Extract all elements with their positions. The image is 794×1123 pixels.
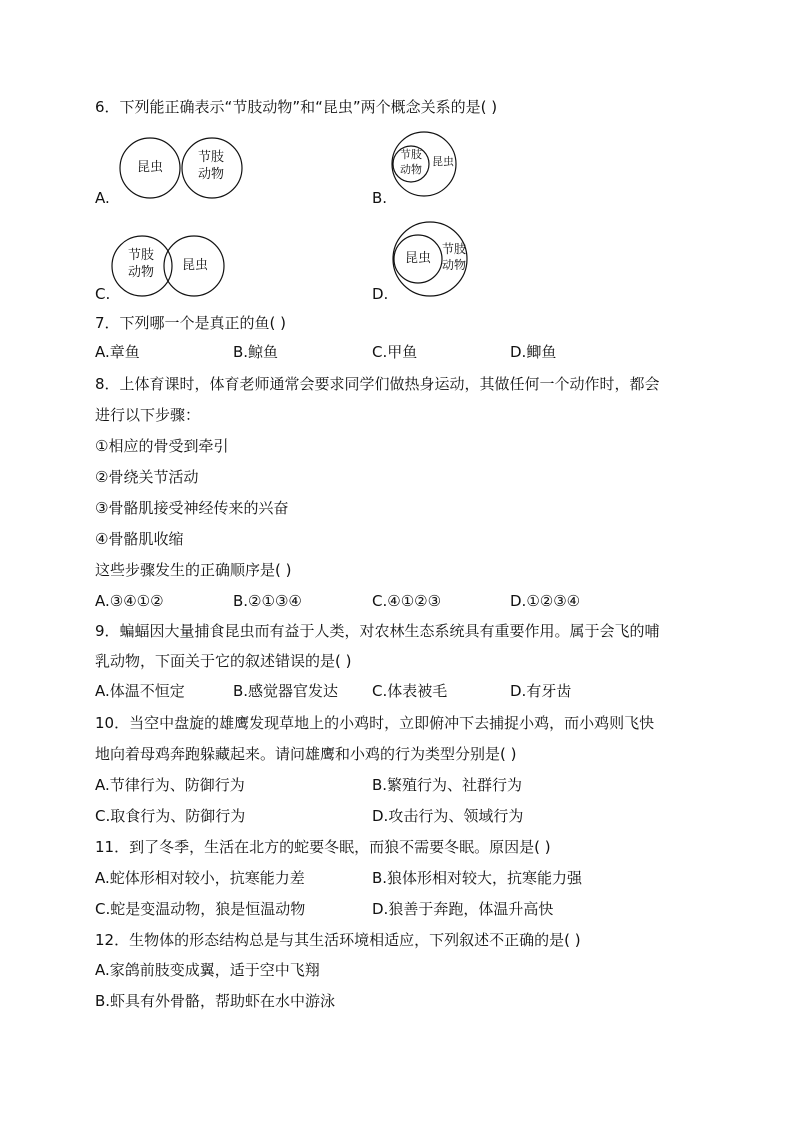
q9-option-c[interactable]: C.体表被毛 (372, 682, 448, 700)
q6c-arthropod-label2: 动物 (128, 265, 155, 280)
q6d-arthropod-label1: 节肢 (442, 242, 467, 256)
q11-option-a[interactable]: A.蛇体形相对较小，抗寒能力差 (95, 869, 305, 887)
q8-option-d[interactable]: D.①②③④ (510, 592, 581, 610)
q6b-insect-label: 昆虫 (432, 155, 454, 168)
q6-stem: 6．下列能正确表示“节肢动物”和“昆虫”两个概念关系的是( ) (95, 98, 498, 116)
q6b-arthropod-label1: 节肢 (400, 148, 422, 161)
q8-step-4: ④骨骼肌收缩 (95, 530, 184, 548)
q6-diagram-b (392, 132, 462, 198)
q7-stem: 7．下列哪一个是真正的鱼( ) (95, 314, 287, 332)
q6-diagram-d (392, 222, 472, 298)
q11-stem: 11．到了冬季，生活在北方的蛇要冬眠，而狼不需要冬眠。原因是( ) (95, 838, 551, 856)
q8-option-a[interactable]: A.③④①② (95, 592, 164, 610)
q6a-arthropod-label2: 动物 (198, 167, 225, 182)
q10-option-c[interactable]: C.取食行为、防御行为 (95, 807, 246, 825)
q10-option-d[interactable]: D.攻击行为、领域行为 (372, 807, 524, 825)
q12-stem: 12．生物体的形态结构总是与其生活环境相适应，下列叙述不正确的是( ) (95, 931, 581, 949)
q9-stem-line1: 9．蝙蝠因大量捕食昆虫而有益于人类，对农林生态系统具有重要作用。属于会飞的哺 (95, 622, 660, 640)
q6d-arthropod-label2: 动物 (442, 258, 467, 272)
q12-option-b[interactable]: B.虾具有外骨骼，帮助虾在水中游泳 (95, 992, 336, 1010)
q6-option-b[interactable]: B. (372, 189, 388, 207)
q6a-insect-label: 昆虫 (137, 160, 164, 175)
q8-ask: 这些步骤发生的正确顺序是( ) (95, 561, 292, 579)
q6c-insect-label: 昆虫 (182, 258, 209, 273)
q7-option-d[interactable]: D.鲫鱼 (510, 343, 557, 361)
q9-stem-line2: 乳动物，下面关于它的叙述错误的是( ) (95, 652, 352, 670)
q6b-arthropod-label2: 动物 (400, 163, 422, 176)
q9-option-b[interactable]: B.感觉器官发达 (233, 682, 339, 700)
q6-diagram-a (118, 140, 248, 200)
q10-option-a[interactable]: A.节律行为、防御行为 (95, 776, 245, 794)
q6-option-a[interactable]: A. (95, 189, 110, 207)
q6c-arthropod-label1: 节肢 (128, 248, 155, 263)
q6-option-c[interactable]: C. (95, 285, 111, 303)
q6-diagram-c (112, 236, 227, 298)
q8-option-c[interactable]: C.④①②③ (372, 592, 442, 610)
q7-option-b[interactable]: B.鲸鱼 (233, 343, 279, 361)
q6d-insect-label: 昆虫 (405, 251, 432, 266)
q6-option-d[interactable]: D. (372, 285, 389, 303)
q8-step-2: ②骨绕关节活动 (95, 468, 199, 486)
q8-option-b[interactable]: B.②①③④ (233, 592, 302, 610)
q7-option-c[interactable]: C.甲鱼 (372, 343, 418, 361)
q11-option-c[interactable]: C.蛇是变温动物，狼是恒温动物 (95, 900, 306, 918)
q6a-arthropod-label1: 节肢 (198, 150, 225, 165)
q9-option-d[interactable]: D.有牙齿 (510, 682, 572, 700)
q8-stem-line2: 进行以下步骤： (95, 406, 201, 424)
q12-option-a[interactable]: A.家鸽前肢变成翼，适于空中飞翔 (95, 961, 320, 979)
q10-stem-line1: 10．当空中盘旋的雄鹰发现草地上的小鸡时，立即俯冲下去捕捉小鸡，而小鸡则飞快 (95, 714, 655, 732)
q9-option-a[interactable]: A.体温不恒定 (95, 682, 185, 700)
q8-step-3: ③骨骼肌接受神经传来的兴奋 (95, 499, 289, 517)
q10-option-b[interactable]: B.繁殖行为、社群行为 (372, 776, 523, 794)
q10-stem-line2: 地向着母鸡奔跑躲藏起来。请问雄鹰和小鸡的行为类型分别是( ) (95, 745, 517, 763)
q7-option-a[interactable]: A.章鱼 (95, 343, 140, 361)
q8-step-1: ①相应的骨受到牵引 (95, 437, 229, 455)
q8-stem-line1: 8．上体育课时，体育老师通常会要求同学们做热身运动，其做任何一个动作时，都会 (95, 375, 660, 393)
q11-option-d[interactable]: D.狼善于奔跑，体温升高快 (372, 900, 554, 918)
q11-option-b[interactable]: B.狼体形相对较大，抗寒能力强 (372, 869, 583, 887)
